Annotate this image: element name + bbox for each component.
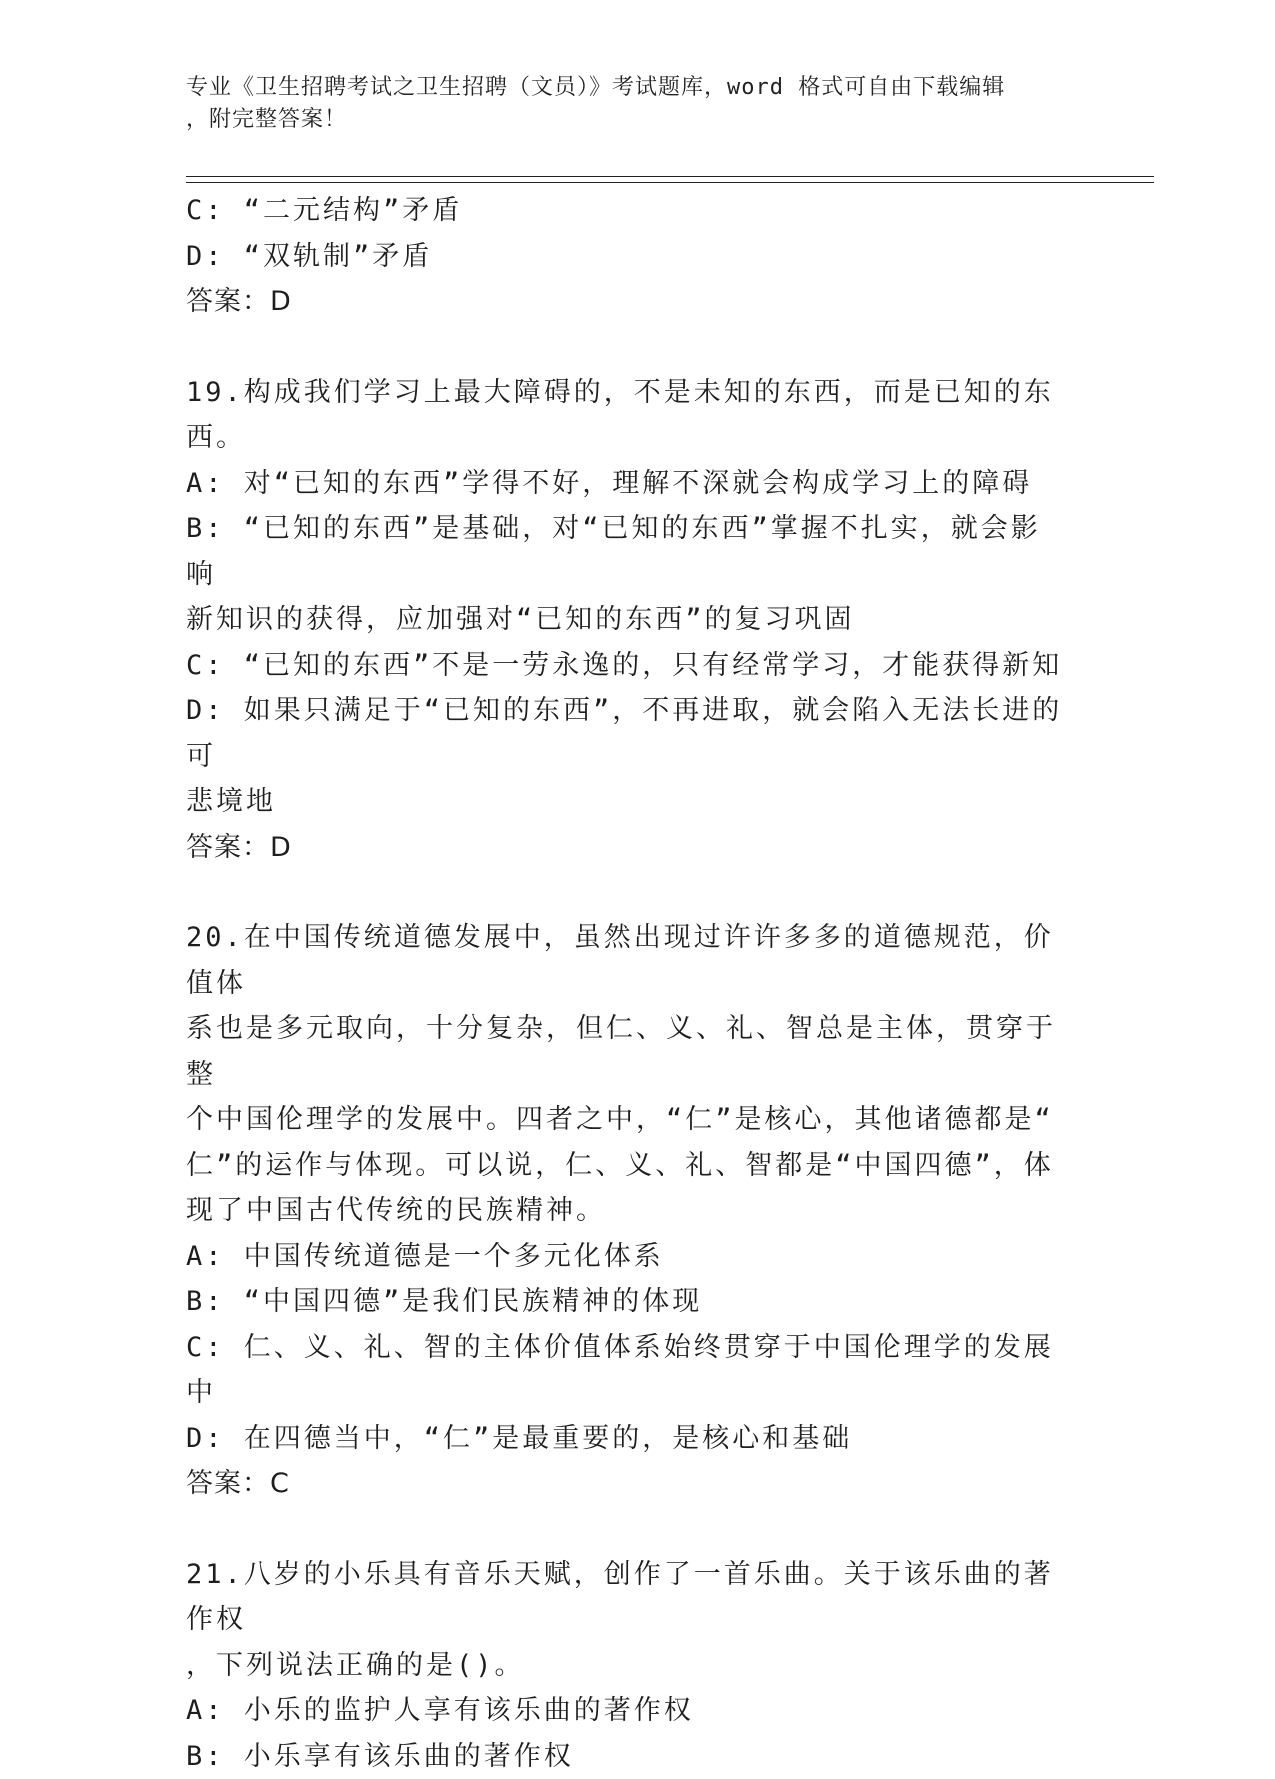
header-subtitle: ，附完整答案！ bbox=[186, 104, 1066, 136]
header-divider-bottom bbox=[186, 182, 1154, 183]
question-19 bbox=[186, 370, 1066, 871]
option-a: A: 小乐的监护人享有该乐曲的著作权 bbox=[186, 1688, 1066, 1734]
spacer bbox=[186, 1507, 1066, 1552]
answer-label: 答案：C bbox=[186, 1461, 1066, 1507]
option-b: B: “已知的东西”是基础，对“已知的东西”掌握不扎实，就会影响 bbox=[186, 506, 1066, 597]
question-stem-continued: ，下列说法正确的是()。 bbox=[186, 1643, 1066, 1689]
question-stem-continued: 个中国伦理学的发展中。四者之中，“仁”是核心，其他诸德都是“ bbox=[186, 1097, 1066, 1143]
answer-label: 答案：D bbox=[186, 279, 1066, 325]
question-stem: 19.构成我们学习上最大障碍的，不是未知的东西，而是已知的东西。 bbox=[186, 370, 1066, 461]
document-body bbox=[186, 188, 1066, 1779]
question-20 bbox=[186, 915, 1066, 1507]
question-stem-continued: 仁”的运作与体现。可以说，仁、义、礼、智都是“中国四德”，体 bbox=[186, 1143, 1066, 1189]
question-stem: 21.八岁的小乐具有音乐天赋，创作了一首乐曲。关于该乐曲的著作权 bbox=[186, 1552, 1066, 1643]
option-c: C: “二元结构”矛盾 bbox=[186, 188, 1066, 234]
header-title: 专业《卫生招聘考试之卫生招聘（文员）》考试题库，word 格式可自由下载编辑 bbox=[186, 72, 1066, 104]
question-18-continued bbox=[186, 188, 1066, 325]
option-c: C: “已知的东西”不是一劳永逸的，只有经常学习，才能获得新知 bbox=[186, 643, 1066, 689]
document-header bbox=[186, 72, 1066, 136]
answer-label: 答案：D bbox=[186, 825, 1066, 871]
option-b: B: 小乐享有该乐曲的著作权 bbox=[186, 1734, 1066, 1779]
option-d-continued: 悲境地 bbox=[186, 779, 1066, 825]
option-a: A: 对“已知的东西”学得不好，理解不深就会构成学习上的障碍 bbox=[186, 461, 1066, 507]
question-21 bbox=[186, 1552, 1066, 1779]
option-d: D: 在四德当中，“仁”是最重要的，是核心和基础 bbox=[186, 1416, 1066, 1462]
option-d: D: 如果只满足于“已知的东西”，不再进取，就会陷入无法长进的可 bbox=[186, 688, 1066, 779]
spacer bbox=[186, 325, 1066, 370]
option-b: B: “中国四德”是我们民族精神的体现 bbox=[186, 1279, 1066, 1325]
spacer bbox=[186, 870, 1066, 915]
question-stem-continued: 现了中国古代传统的民族精神。 bbox=[186, 1188, 1066, 1234]
option-c: C: 仁、义、礼、智的主体价值体系始终贯穿于中国伦理学的发展中 bbox=[186, 1325, 1066, 1416]
option-d: D: “双轨制”矛盾 bbox=[186, 234, 1066, 280]
header-divider-top bbox=[186, 176, 1154, 177]
question-stem: 20.在中国传统道德发展中，虽然出现过许许多多的道德规范，价值体 bbox=[186, 915, 1066, 1006]
option-a: A: 中国传统道德是一个多元化体系 bbox=[186, 1234, 1066, 1280]
question-stem-continued: 系也是多元取向，十分复杂，但仁、义、礼、智总是主体，贯穿于整 bbox=[186, 1006, 1066, 1097]
option-b-continued: 新知识的获得，应加强对“已知的东西”的复习巩固 bbox=[186, 597, 1066, 643]
